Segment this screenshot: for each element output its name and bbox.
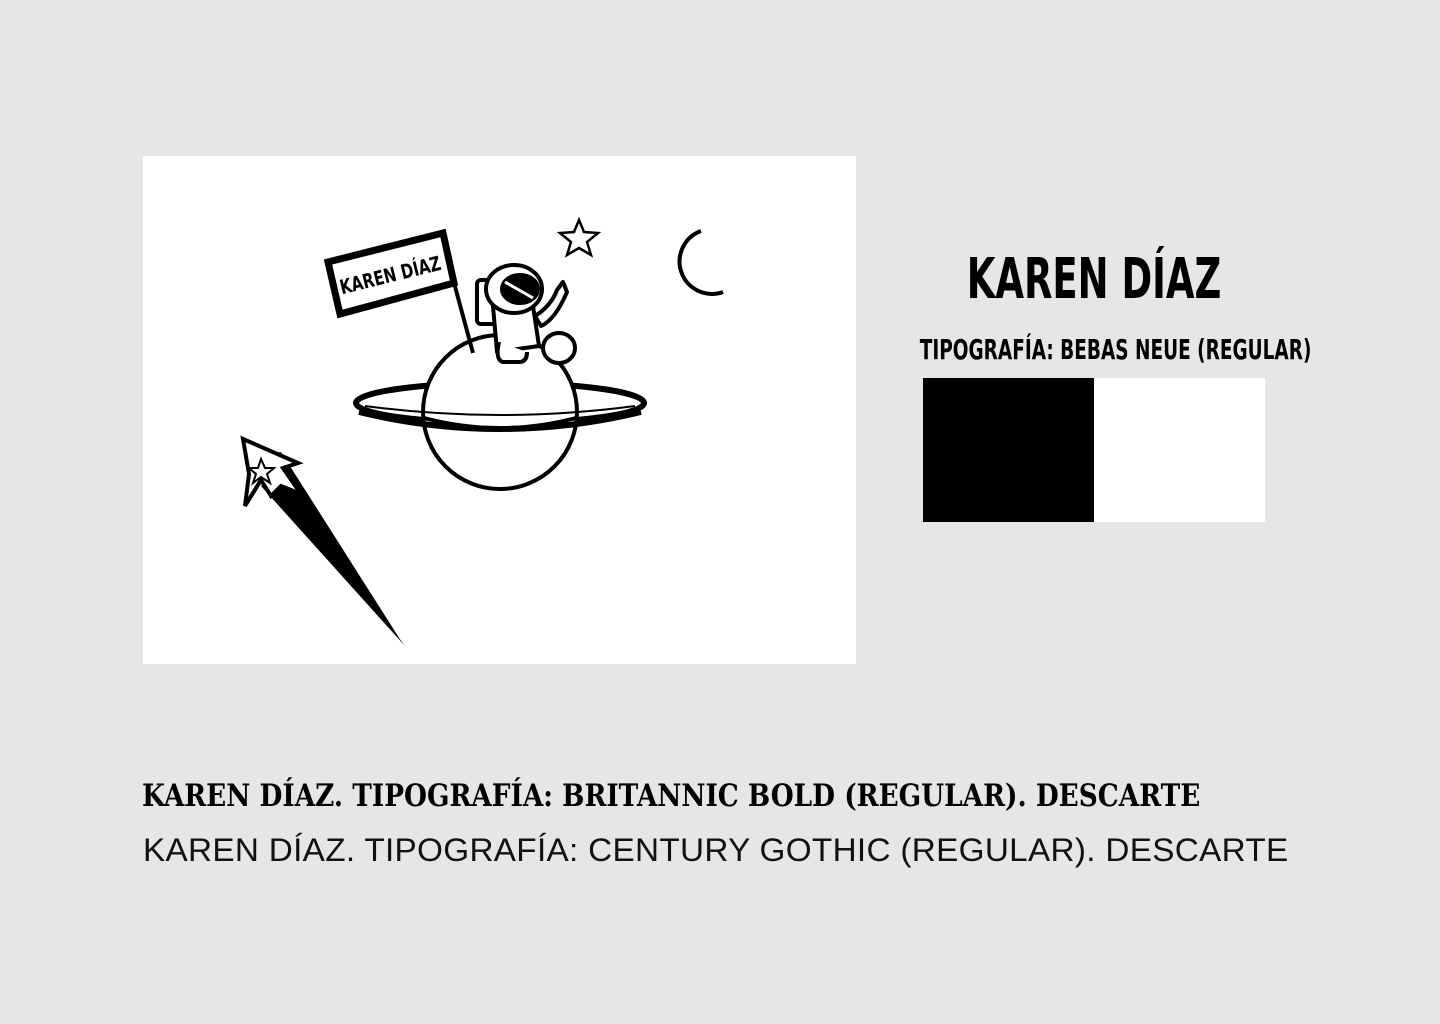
flag-label: KAREN DÍAZ — [337, 252, 444, 300]
brand-name-title: KAREN DÍAZ — [966, 247, 1222, 312]
color-swatch-black — [923, 378, 1094, 522]
shooting-star-icon — [243, 439, 405, 646]
discard-option-century-gothic: KAREN DÍAZ. TIPOGRAFÍA: CENTURY GOTHIC (REGULAR). DESCARTE — [143, 832, 1289, 868]
flag-icon — [328, 233, 473, 353]
star-icon — [560, 220, 598, 255]
moon-icon — [680, 231, 723, 294]
logo-artboard — [143, 156, 856, 664]
astronaut-planet-illustration — [143, 156, 856, 664]
typography-label: TIPOGRAFÍA: BEBAS NEUE (REGULAR) — [919, 333, 1312, 366]
color-swatch-white — [1094, 378, 1265, 522]
discard-option-britannic: KAREN DÍAZ. TIPOGRAFÍA: BRITANNIC BOLD (REGULAR). DESCARTE — [142, 778, 1201, 814]
color-palette — [923, 378, 1265, 522]
